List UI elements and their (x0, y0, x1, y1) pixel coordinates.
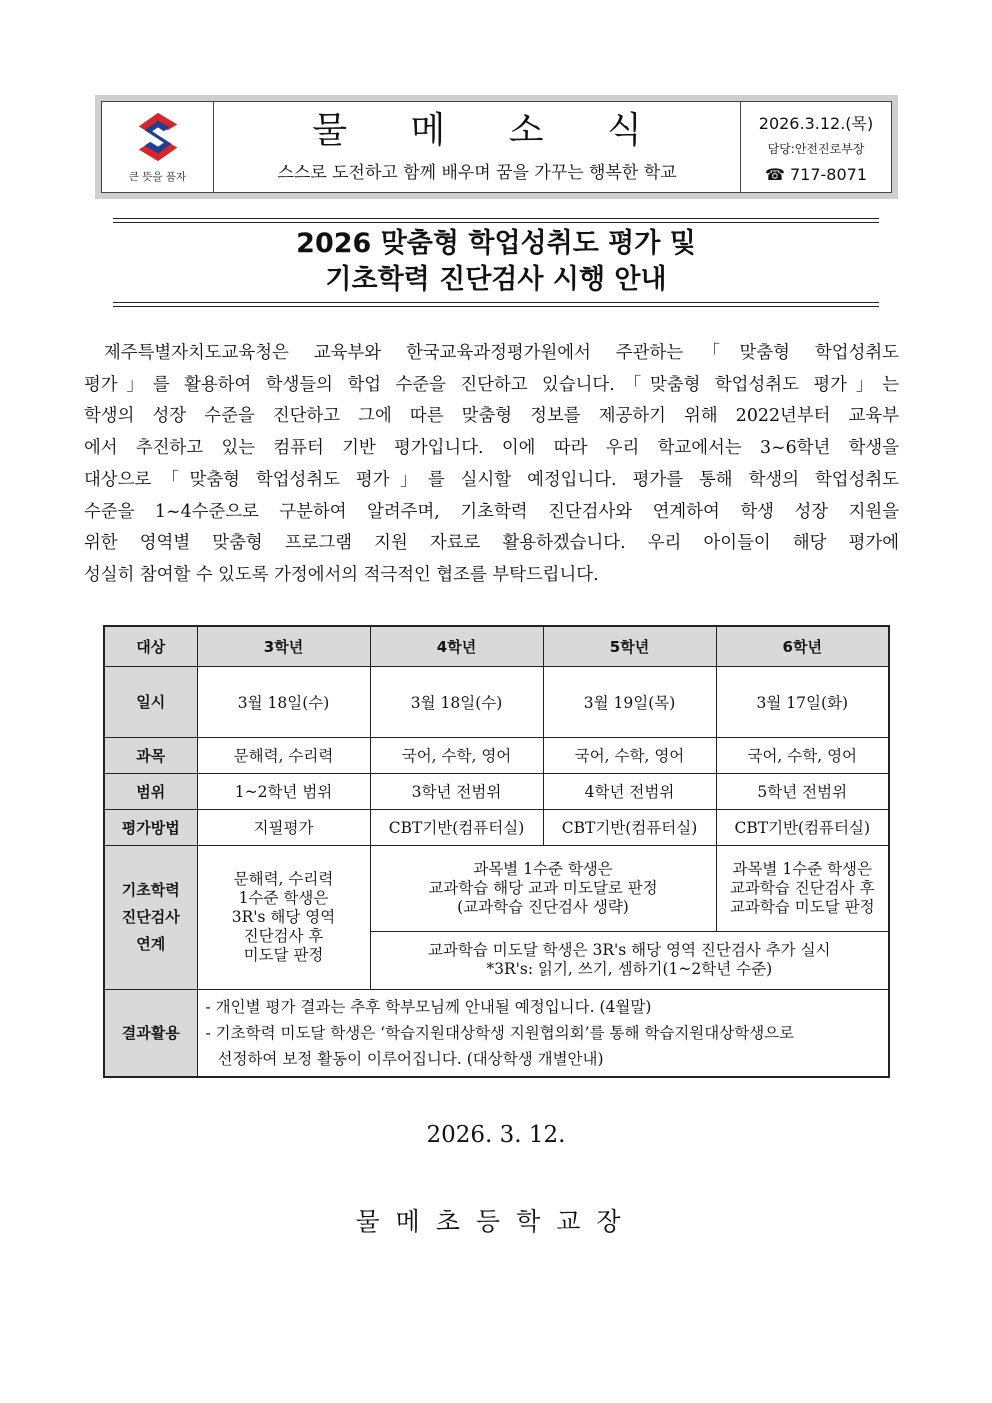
paragraph-line: 수준을 1~4수준으로 구분하여 알려주며, 기초학력 진단검사와 연계하여 학생 성장 지원을 (84, 501, 899, 522)
title-rule-top (113, 218, 879, 223)
label-line: 기초학력 (121, 880, 180, 899)
cell-line: *3R's: 읽기, 쓰기, 셈하기(1~2학년 수준) (486, 960, 773, 978)
document-title (113, 226, 879, 298)
cell-line: 교과학습 진단검사 후 (729, 878, 875, 897)
cell-line: (교과학습 진단검사 생략) (457, 897, 629, 916)
cell-line: 3R's 해당 영역 (231, 907, 336, 926)
table-row-method (104, 809, 889, 845)
table-cell: 국어, 수학, 영어 (543, 737, 716, 773)
cell-line: 과목별 1수준 학생은 (473, 859, 613, 878)
cell-line: 과목별 1수준 학생은 (732, 859, 872, 878)
school-emblem-icon (129, 111, 187, 163)
cell-line: 교과학습 미도달 학생은 3R's 해당 영역 진단검사 추가 실시 (427, 941, 831, 959)
signature-date: 2026. 3. 12. (426, 1122, 566, 1148)
issue-date: 2026.3.12.(목) (758, 113, 874, 133)
cell-line: - 개인별 평가 결과는 추후 학부모님께 안내될 예정입니다. (4월말) (205, 997, 652, 1016)
table-cell (370, 845, 716, 931)
table-cell: 3월 17일(화) (716, 666, 889, 737)
cell-line: - 기초학력 미도달 학생은 ‘학습지원대상학생 지원협의회’를 통해 학습지원대상학생으로 (205, 1023, 795, 1042)
paragraph-line: 대상으로「맞춤형 학업성취도 평가」를 실시할 예정입니다. 평가를 통해 학생의 학업성취도 (84, 469, 899, 490)
table-row-date (104, 666, 889, 737)
table-cell: CBT기반(컴퓨터실) (543, 809, 716, 845)
school-slogan: 스스로 도전하고 함께 배우며 꿈을 가꾸는 행복한 학교 (277, 163, 677, 184)
table-cell (197, 845, 370, 989)
newsletter-header (95, 95, 898, 199)
paragraph-line: 제주특별자치도교육청은 교육부와 한국교육과정평가원에서 주관하는「맞춤형 학업성취도 (104, 343, 899, 363)
label-line: 진단검사 (121, 907, 180, 926)
table-row-subject (104, 737, 889, 773)
table-cell: 지필평가 (197, 809, 370, 845)
header-cell: 5학년 (543, 626, 716, 666)
paragraph-line: 학생의 성장 수준을 진단하고 그에 따른 맞춤형 정보를 제공하기 위해 2022년부터 교육부 (84, 406, 899, 427)
row-label: 결과활용 (104, 989, 197, 1077)
cell-line: 1수준 학생은 (238, 888, 329, 907)
school-logo (102, 102, 214, 192)
contact-person: 담당:안전진로부장 (767, 141, 865, 156)
row-label: 평가방법 (104, 809, 197, 845)
table-cell: 3월 18일(수) (197, 666, 370, 737)
paragraph-line: 평가」를 활용하여 학생들의 학업 수준을 진단하고 있습니다.「맞춤형 학업성취도 평가」는 (84, 374, 899, 395)
table-row-result (104, 989, 889, 1077)
cell-line: 미도달 판정 (243, 945, 324, 964)
row-label (104, 845, 197, 989)
table-cell: 4학년 전범위 (543, 773, 716, 809)
cell-line: 교과학습 해당 교과 미도달로 판정 (428, 878, 658, 897)
cell-line: 교과학습 미도달 판정 (729, 897, 875, 916)
row-label: 일시 (104, 666, 197, 737)
cell-line: 선정하여 보정 활동이 이루어집니다. (대상학생 개별안내) (217, 1049, 604, 1068)
principal-signature: 물메초등학교장 (355, 1207, 637, 1236)
table-cell (197, 989, 889, 1077)
contact-phone: ☎ 717-8071 (764, 164, 868, 184)
table-cell: 3월 19일(목) (543, 666, 716, 737)
newsletter-title: 물 메 소 식 (312, 109, 668, 151)
table-cell: 국어, 수학, 영어 (716, 737, 889, 773)
cell-line: 진단검사 후 (243, 926, 324, 945)
table-cell: 국어, 수학, 영어 (370, 737, 543, 773)
row-label: 범위 (104, 773, 197, 809)
logo-motto: 큰 뜻을 품자 (128, 170, 187, 183)
header-cell: 4학년 (370, 626, 543, 666)
table-cell: CBT기반(컴퓨터실) (370, 809, 543, 845)
label-line: 연계 (136, 934, 166, 953)
table-row-scope (104, 773, 889, 809)
row-label: 과목 (104, 737, 197, 773)
table-cell: 3학년 전범위 (370, 773, 543, 809)
cell-line: 문해력, 수리력 (233, 869, 334, 888)
header-cell: 6학년 (716, 626, 889, 666)
document-title-line-2: 기초학력 진단검사 시행 안내 (325, 264, 667, 295)
table-cell (370, 931, 889, 989)
table-cell: 문해력, 수리력 (197, 737, 370, 773)
header-cell: 대상 (104, 626, 197, 666)
table-cell: 5학년 전범위 (716, 773, 889, 809)
document-title-line-1: 2026 맞춤형 학업성취도 평가 및 (296, 228, 696, 259)
title-rule-bottom (113, 302, 879, 307)
schedule-table (103, 625, 890, 1078)
table-row-basic-upper (104, 845, 889, 931)
paragraph-line: 성실히 참여할 수 있도록 가정에서의 적극적인 협조를 부탁드립니다. (84, 564, 599, 585)
table-cell: 3월 18일(수) (370, 666, 543, 737)
table-cell: CBT기반(컴퓨터실) (716, 809, 889, 845)
header-cell: 3학년 (197, 626, 370, 666)
table-cell (716, 845, 889, 931)
table-header-row (104, 626, 889, 666)
table-cell: 1~2학년 범위 (197, 773, 370, 809)
paragraph-line: 위한 영역별 맞춤형 프로그램 지원 자료로 활용하겠습니다. 우리 아이들이 해당 평가에 (84, 533, 899, 554)
intro-paragraph (84, 338, 899, 592)
paragraph-line: 에서 추진하고 있는 컴퓨터 기반 평가입니다. 이에 따라 우리 학교에서는 3~6학년 학생을 (84, 438, 899, 459)
